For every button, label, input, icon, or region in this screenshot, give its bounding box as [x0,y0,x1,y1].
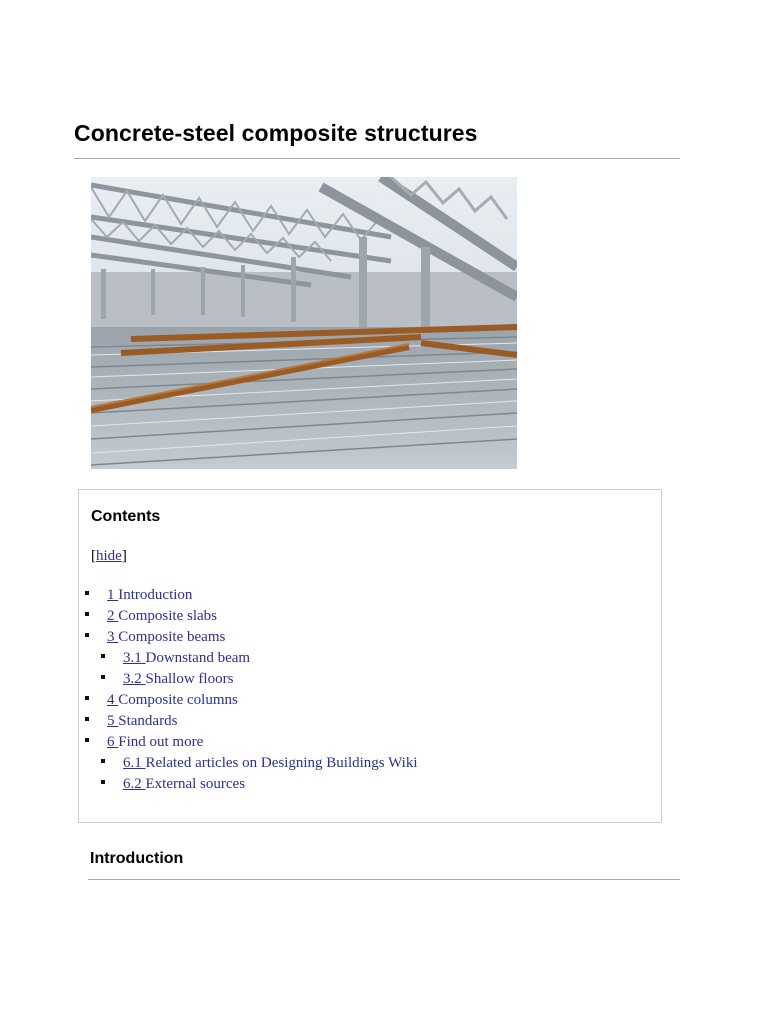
toc-item-standards[interactable] [79,713,661,734]
bullet-icon [85,738,89,742]
toc-item-composite-columns[interactable] [79,692,661,713]
toc-item-find-out-more[interactable] [79,734,661,755]
steel-frame-photo [91,177,517,469]
toc-link[interactable]: 4 Composite columns [107,692,238,708]
bullet-icon [85,633,89,637]
title-divider [74,158,680,159]
toc-item-shallow-floors[interactable] [79,671,661,692]
table-of-contents [78,489,662,823]
bullet-icon [85,717,89,721]
toc-link[interactable]: 3.2 Shallow floors [123,671,234,687]
toc-toggle-close-bracket: ] [121,548,127,564]
toc-link[interactable]: 6.2 External sources [123,776,246,792]
section-divider [88,879,680,880]
toc-item-related-articles[interactable] [79,755,661,776]
toc-hide-link[interactable]: hide [96,548,122,564]
toc-toggle-open-bracket: [ [91,548,96,564]
toc-link[interactable]: 1 Introduction [107,587,193,603]
toc-title: Contents [91,508,161,525]
bullet-icon [101,759,105,763]
toc-list [79,587,661,797]
toc-item-composite-beams[interactable] [79,629,661,650]
toc-link[interactable]: 6.1 Related articles on Designing Buildings Wiki [123,755,418,771]
bullet-icon [85,612,89,616]
toc-item-downstand-beam[interactable] [79,650,661,671]
bullet-icon [85,696,89,700]
toc-link[interactable]: 6 Find out more [107,734,204,750]
toc-item-composite-slabs[interactable] [79,608,661,629]
toc-link[interactable]: 3.1 Downstand beam [123,650,251,666]
toc-item-introduction[interactable] [79,587,661,608]
toc-link[interactable]: 3 Composite beams [107,629,226,645]
bullet-icon [101,675,105,679]
toc-link[interactable]: 5 Standards [107,713,178,729]
section-heading-introduction: Introduction [90,850,184,867]
toc-item-external-sources[interactable] [79,776,661,797]
bullet-icon [101,654,105,658]
page-title: Concrete-steel composite structures [74,120,478,146]
toc-link[interactable]: 2 Composite slabs [107,608,218,624]
bullet-icon [85,591,89,595]
bullet-icon [101,780,105,784]
toc-toggle [91,548,127,565]
